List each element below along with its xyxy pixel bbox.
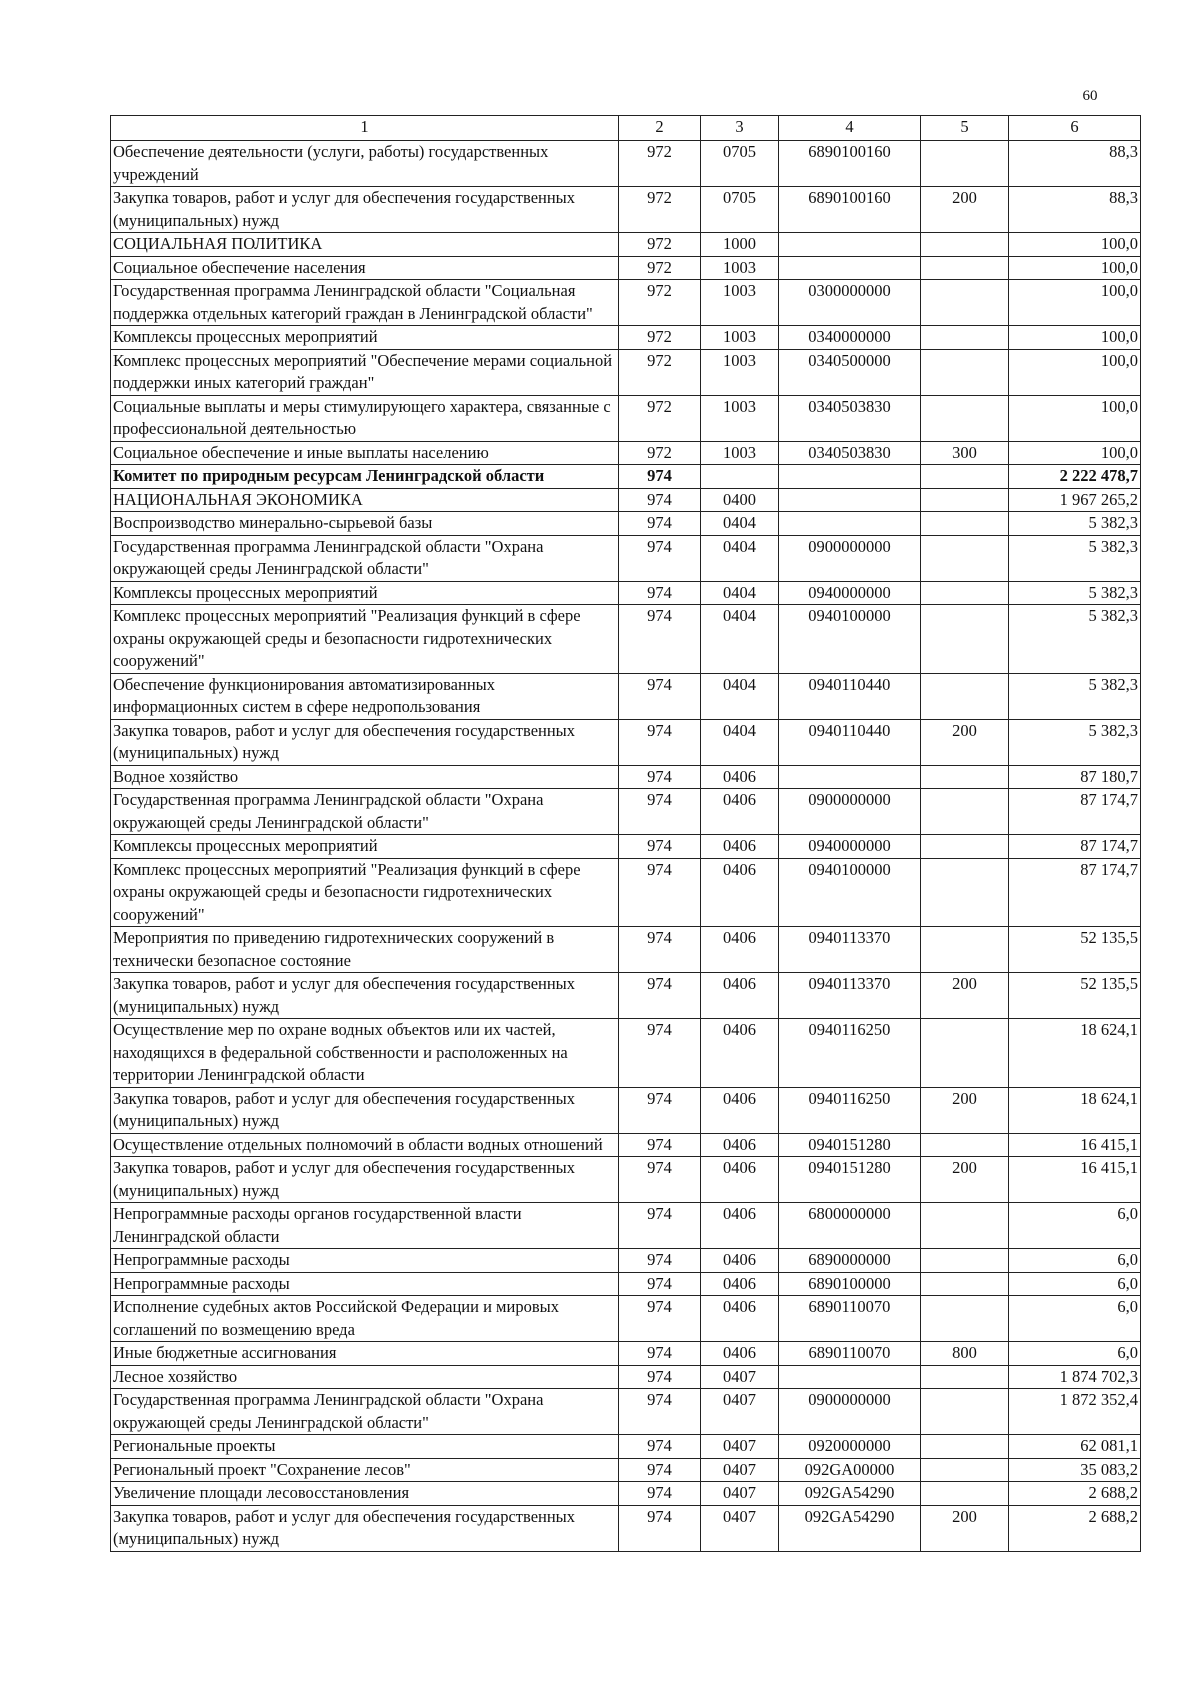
row-section-cell: 0406 — [701, 927, 779, 973]
row-target-cell: 0340503830 — [779, 441, 921, 465]
row-kind-cell — [921, 1249, 1009, 1273]
row-kind-cell — [921, 395, 1009, 441]
row-grbs-cell: 972 — [619, 280, 701, 326]
row-grbs-cell: 974 — [619, 1203, 701, 1249]
row-amount-cell: 6,0 — [1009, 1203, 1141, 1249]
row-name-cell: Водное хозяйство — [111, 765, 619, 789]
row-target-cell: 0340000000 — [779, 326, 921, 350]
table-row — [111, 835, 1141, 859]
row-name-cell: Государственная программа Ленинградской области "Социальная поддержка отдельных категорий граждан в Ленинградской области" — [111, 280, 619, 326]
row-section-cell: 0404 — [701, 535, 779, 581]
row-section-cell: 0407 — [701, 1365, 779, 1389]
row-name-cell: Комитет по природным ресурсам Ленинградской области — [111, 465, 619, 489]
row-name-cell: Лесное хозяйство — [111, 1365, 619, 1389]
table-row — [111, 719, 1141, 765]
row-grbs-cell: 974 — [619, 605, 701, 674]
table-row — [111, 1157, 1141, 1203]
column-header: 4 — [779, 116, 921, 141]
row-grbs-cell: 974 — [619, 719, 701, 765]
row-name-cell: Региональный проект "Сохранение лесов" — [111, 1458, 619, 1482]
row-name-cell: Осуществление отдельных полномочий в области водных отношений — [111, 1133, 619, 1157]
row-name-cell: Мероприятия по приведению гидротехнических сооружений в технически безопасное состояние — [111, 927, 619, 973]
row-target-cell: 0900000000 — [779, 789, 921, 835]
row-grbs-cell: 974 — [619, 1133, 701, 1157]
row-grbs-cell: 974 — [619, 1458, 701, 1482]
row-section-cell: 0404 — [701, 581, 779, 605]
table-header-row — [111, 116, 1141, 141]
row-target-cell: 6890110070 — [779, 1342, 921, 1366]
row-target-cell: 0940151280 — [779, 1133, 921, 1157]
row-kind-cell — [921, 858, 1009, 927]
row-section-cell: 1003 — [701, 349, 779, 395]
row-grbs-cell: 974 — [619, 512, 701, 536]
row-name-cell: Государственная программа Ленинградской области "Охрана окружающей среды Ленинградской области" — [111, 535, 619, 581]
row-name-cell: Социальное обеспечение населения — [111, 256, 619, 280]
row-kind-cell — [921, 765, 1009, 789]
row-target-cell: 0940110440 — [779, 719, 921, 765]
row-kind-cell — [921, 581, 1009, 605]
row-grbs-cell: 974 — [619, 1249, 701, 1273]
row-grbs-cell: 972 — [619, 141, 701, 187]
row-name-cell: Непрограммные расходы органов государственной власти Ленинградской области — [111, 1203, 619, 1249]
row-section-cell: 1003 — [701, 280, 779, 326]
row-amount-cell: 100,0 — [1009, 233, 1141, 257]
row-amount-cell: 87 174,7 — [1009, 835, 1141, 859]
row-grbs-cell: 974 — [619, 488, 701, 512]
row-name-cell: Непрограммные расходы — [111, 1272, 619, 1296]
table-row — [111, 1296, 1141, 1342]
table-row — [111, 488, 1141, 512]
row-section-cell: 0404 — [701, 512, 779, 536]
row-name-cell: Комплекс процессных мероприятий "Реализация функций в сфере охраны окружающей среды и безопасности гидротехнических сооружений" — [111, 858, 619, 927]
row-name-cell: Комплекс процессных мероприятий "Обеспечение мерами социальной поддержки иных категорий граждан" — [111, 349, 619, 395]
row-grbs-cell: 974 — [619, 973, 701, 1019]
table-row — [111, 1133, 1141, 1157]
row-section-cell: 0406 — [701, 835, 779, 859]
row-target-cell: 0940113370 — [779, 927, 921, 973]
row-grbs-cell: 974 — [619, 1157, 701, 1203]
row-amount-cell: 5 382,3 — [1009, 605, 1141, 674]
table-row — [111, 858, 1141, 927]
row-grbs-cell: 974 — [619, 1365, 701, 1389]
row-grbs-cell: 974 — [619, 465, 701, 489]
row-amount-cell: 1 872 352,4 — [1009, 1389, 1141, 1435]
table-row — [111, 326, 1141, 350]
row-grbs-cell: 974 — [619, 1296, 701, 1342]
row-amount-cell: 18 624,1 — [1009, 1087, 1141, 1133]
row-kind-cell — [921, 349, 1009, 395]
table-row — [111, 673, 1141, 719]
row-kind-cell — [921, 488, 1009, 512]
row-amount-cell: 87 174,7 — [1009, 858, 1141, 927]
row-amount-cell: 87 174,7 — [1009, 789, 1141, 835]
table-row — [111, 187, 1141, 233]
row-name-cell: Обеспечение функционирования автоматизированных информационных систем в сфере недропользования — [111, 673, 619, 719]
row-target-cell: 0900000000 — [779, 535, 921, 581]
row-amount-cell: 5 382,3 — [1009, 512, 1141, 536]
row-grbs-cell: 974 — [619, 835, 701, 859]
row-name-cell: Закупка товаров, работ и услуг для обеспечения государственных (муниципальных) нужд — [111, 1505, 619, 1551]
table-row — [111, 927, 1141, 973]
row-kind-cell: 200 — [921, 719, 1009, 765]
row-grbs-cell: 974 — [619, 1389, 701, 1435]
row-target-cell: 092GA54290 — [779, 1482, 921, 1506]
row-amount-cell: 87 180,7 — [1009, 765, 1141, 789]
row-amount-cell: 16 415,1 — [1009, 1157, 1141, 1203]
row-kind-cell — [921, 326, 1009, 350]
row-kind-cell — [921, 927, 1009, 973]
row-amount-cell: 100,0 — [1009, 349, 1141, 395]
column-header: 1 — [111, 116, 619, 141]
row-target-cell — [779, 256, 921, 280]
row-target-cell: 0300000000 — [779, 280, 921, 326]
row-grbs-cell: 974 — [619, 673, 701, 719]
row-amount-cell: 100,0 — [1009, 280, 1141, 326]
row-section-cell: 0406 — [701, 973, 779, 1019]
row-amount-cell: 100,0 — [1009, 256, 1141, 280]
row-kind-cell: 200 — [921, 1505, 1009, 1551]
row-grbs-cell: 974 — [619, 1342, 701, 1366]
row-target-cell: 0940116250 — [779, 1087, 921, 1133]
row-kind-cell — [921, 789, 1009, 835]
row-amount-cell: 18 624,1 — [1009, 1019, 1141, 1088]
budget-table — [110, 115, 1141, 1552]
row-section-cell: 0705 — [701, 141, 779, 187]
row-amount-cell: 5 382,3 — [1009, 719, 1141, 765]
row-target-cell — [779, 233, 921, 257]
row-target-cell — [779, 512, 921, 536]
row-section-cell: 0406 — [701, 1133, 779, 1157]
row-section-cell: 0400 — [701, 488, 779, 512]
row-grbs-cell: 972 — [619, 441, 701, 465]
row-name-cell: Закупка товаров, работ и услуг для обеспечения государственных (муниципальных) нужд — [111, 187, 619, 233]
row-section-cell: 1003 — [701, 326, 779, 350]
row-kind-cell — [921, 256, 1009, 280]
table-body — [111, 141, 1141, 1552]
row-kind-cell: 200 — [921, 973, 1009, 1019]
row-target-cell — [779, 765, 921, 789]
row-target-cell: 6890100160 — [779, 141, 921, 187]
row-grbs-cell: 974 — [619, 1019, 701, 1088]
row-amount-cell: 5 382,3 — [1009, 535, 1141, 581]
row-amount-cell: 5 382,3 — [1009, 581, 1141, 605]
row-target-cell: 0940100000 — [779, 858, 921, 927]
row-name-cell: Исполнение судебных актов Российской Федерации и мировых соглашений по возмещению вреда — [111, 1296, 619, 1342]
row-section-cell: 1003 — [701, 395, 779, 441]
row-amount-cell: 2 688,2 — [1009, 1505, 1141, 1551]
row-grbs-cell: 974 — [619, 535, 701, 581]
table-row — [111, 441, 1141, 465]
row-kind-cell — [921, 1133, 1009, 1157]
row-target-cell — [779, 465, 921, 489]
column-header: 3 — [701, 116, 779, 141]
table-row — [111, 1019, 1141, 1088]
row-section-cell: 0406 — [701, 1087, 779, 1133]
row-amount-cell: 6,0 — [1009, 1249, 1141, 1273]
row-kind-cell — [921, 233, 1009, 257]
row-target-cell: 0940000000 — [779, 581, 921, 605]
row-kind-cell — [921, 1203, 1009, 1249]
row-grbs-cell: 972 — [619, 349, 701, 395]
row-target-cell: 0900000000 — [779, 1389, 921, 1435]
row-section-cell: 0407 — [701, 1482, 779, 1506]
row-kind-cell — [921, 1019, 1009, 1088]
row-target-cell: 0940000000 — [779, 835, 921, 859]
row-section-cell: 0404 — [701, 605, 779, 674]
table-row — [111, 395, 1141, 441]
row-grbs-cell: 972 — [619, 326, 701, 350]
row-section-cell: 0705 — [701, 187, 779, 233]
row-section-cell: 0406 — [701, 1249, 779, 1273]
row-section-cell: 0406 — [701, 1157, 779, 1203]
row-name-cell: Комплексы процессных мероприятий — [111, 581, 619, 605]
table-row — [111, 535, 1141, 581]
row-kind-cell — [921, 1389, 1009, 1435]
row-amount-cell: 52 135,5 — [1009, 927, 1141, 973]
table-row — [111, 465, 1141, 489]
row-section-cell — [701, 465, 779, 489]
row-target-cell: 0920000000 — [779, 1435, 921, 1459]
row-grbs-cell: 972 — [619, 256, 701, 280]
row-amount-cell: 100,0 — [1009, 441, 1141, 465]
row-section-cell: 0407 — [701, 1505, 779, 1551]
table-row — [111, 1272, 1141, 1296]
row-amount-cell: 100,0 — [1009, 326, 1141, 350]
row-grbs-cell: 974 — [619, 927, 701, 973]
row-section-cell: 0404 — [701, 673, 779, 719]
row-target-cell: 0340500000 — [779, 349, 921, 395]
row-target-cell: 0340503830 — [779, 395, 921, 441]
table-row — [111, 765, 1141, 789]
row-target-cell: 6800000000 — [779, 1203, 921, 1249]
row-name-cell: Социальные выплаты и меры стимулирующего характера, связанные с профессиональной деятельностью — [111, 395, 619, 441]
row-grbs-cell: 974 — [619, 1272, 701, 1296]
row-name-cell: Закупка товаров, работ и услуг для обеспечения государственных (муниципальных) нужд — [111, 1087, 619, 1133]
row-grbs-cell: 974 — [619, 1505, 701, 1551]
row-amount-cell: 100,0 — [1009, 395, 1141, 441]
row-kind-cell — [921, 1458, 1009, 1482]
table-row — [111, 349, 1141, 395]
row-amount-cell: 88,3 — [1009, 141, 1141, 187]
row-kind-cell — [921, 673, 1009, 719]
table-row — [111, 1435, 1141, 1459]
row-name-cell: Непрограммные расходы — [111, 1249, 619, 1273]
row-target-cell — [779, 1365, 921, 1389]
row-kind-cell — [921, 1482, 1009, 1506]
row-name-cell: Государственная программа Ленинградской области "Охрана окружающей среды Ленинградской области" — [111, 789, 619, 835]
table-row — [111, 1482, 1141, 1506]
row-target-cell: 0940113370 — [779, 973, 921, 1019]
row-amount-cell: 6,0 — [1009, 1272, 1141, 1296]
row-name-cell: СОЦИАЛЬНАЯ ПОЛИТИКА — [111, 233, 619, 257]
row-name-cell: Социальное обеспечение и иные выплаты населению — [111, 441, 619, 465]
table-row — [111, 1087, 1141, 1133]
row-kind-cell — [921, 141, 1009, 187]
row-grbs-cell: 974 — [619, 1435, 701, 1459]
row-grbs-cell: 974 — [619, 765, 701, 789]
row-name-cell: Закупка товаров, работ и услуг для обеспечения государственных (муниципальных) нужд — [111, 1157, 619, 1203]
row-kind-cell — [921, 835, 1009, 859]
row-name-cell: Государственная программа Ленинградской области "Охрана окружающей среды Ленинградской области" — [111, 1389, 619, 1435]
table-row — [111, 1365, 1141, 1389]
table-row — [111, 280, 1141, 326]
row-section-cell: 1003 — [701, 441, 779, 465]
row-amount-cell: 5 382,3 — [1009, 673, 1141, 719]
table-row — [111, 512, 1141, 536]
column-header: 5 — [921, 116, 1009, 141]
row-kind-cell — [921, 1435, 1009, 1459]
row-target-cell: 092GA00000 — [779, 1458, 921, 1482]
row-name-cell: Закупка товаров, работ и услуг для обеспечения государственных (муниципальных) нужд — [111, 973, 619, 1019]
row-amount-cell: 35 083,2 — [1009, 1458, 1141, 1482]
row-target-cell: 6890110070 — [779, 1296, 921, 1342]
row-section-cell: 0407 — [701, 1435, 779, 1459]
row-section-cell: 0406 — [701, 765, 779, 789]
row-section-cell: 0406 — [701, 1203, 779, 1249]
row-grbs-cell: 974 — [619, 1482, 701, 1506]
row-grbs-cell: 974 — [619, 1087, 701, 1133]
row-kind-cell: 800 — [921, 1342, 1009, 1366]
row-name-cell: Закупка товаров, работ и услуг для обеспечения государственных (муниципальных) нужд — [111, 719, 619, 765]
row-amount-cell: 88,3 — [1009, 187, 1141, 233]
row-amount-cell: 2 688,2 — [1009, 1482, 1141, 1506]
row-kind-cell — [921, 605, 1009, 674]
row-section-cell: 0406 — [701, 1019, 779, 1088]
row-amount-cell: 6,0 — [1009, 1342, 1141, 1366]
row-kind-cell — [921, 1365, 1009, 1389]
table-row — [111, 1458, 1141, 1482]
column-header: 6 — [1009, 116, 1141, 141]
row-kind-cell — [921, 1296, 1009, 1342]
row-kind-cell: 300 — [921, 441, 1009, 465]
row-name-cell: НАЦИОНАЛЬНАЯ ЭКОНОМИКА — [111, 488, 619, 512]
column-header: 2 — [619, 116, 701, 141]
table-row — [111, 1342, 1141, 1366]
row-section-cell: 0407 — [701, 1458, 779, 1482]
row-name-cell: Увеличение площади лесовосстановления — [111, 1482, 619, 1506]
row-kind-cell — [921, 1272, 1009, 1296]
row-grbs-cell: 974 — [619, 789, 701, 835]
row-name-cell: Комплексы процессных мероприятий — [111, 326, 619, 350]
table-row — [111, 1389, 1141, 1435]
row-amount-cell: 16 415,1 — [1009, 1133, 1141, 1157]
row-name-cell: Обеспечение деятельности (услуги, работы) государственных учреждений — [111, 141, 619, 187]
row-grbs-cell: 972 — [619, 395, 701, 441]
row-kind-cell — [921, 512, 1009, 536]
row-amount-cell: 1 967 265,2 — [1009, 488, 1141, 512]
table-row — [111, 233, 1141, 257]
row-kind-cell — [921, 535, 1009, 581]
row-name-cell: Комплекс процессных мероприятий "Реализация функций в сфере охраны окружающей среды и безопасности гидротехнических сооружений" — [111, 605, 619, 674]
table-row — [111, 1505, 1141, 1551]
row-name-cell: Воспроизводство минерально-сырьевой базы — [111, 512, 619, 536]
row-name-cell: Иные бюджетные ассигнования — [111, 1342, 619, 1366]
table-row — [111, 581, 1141, 605]
table-row — [111, 141, 1141, 187]
row-grbs-cell: 972 — [619, 187, 701, 233]
row-amount-cell: 62 081,1 — [1009, 1435, 1141, 1459]
row-target-cell — [779, 488, 921, 512]
row-target-cell: 0940100000 — [779, 605, 921, 674]
table-row — [111, 1203, 1141, 1249]
table-row — [111, 1249, 1141, 1273]
row-section-cell: 0404 — [701, 719, 779, 765]
row-kind-cell — [921, 465, 1009, 489]
row-name-cell: Комплексы процессных мероприятий — [111, 835, 619, 859]
row-section-cell: 0407 — [701, 1389, 779, 1435]
row-section-cell: 0406 — [701, 858, 779, 927]
row-section-cell: 1003 — [701, 256, 779, 280]
row-kind-cell: 200 — [921, 1157, 1009, 1203]
row-name-cell: Региональные проекты — [111, 1435, 619, 1459]
row-target-cell: 6890000000 — [779, 1249, 921, 1273]
table-row — [111, 789, 1141, 835]
page-number: 60 — [1082, 88, 1098, 104]
row-kind-cell: 200 — [921, 1087, 1009, 1133]
row-grbs-cell: 974 — [619, 858, 701, 927]
row-amount-cell: 2 222 478,7 — [1009, 465, 1141, 489]
table-row — [111, 605, 1141, 674]
row-amount-cell: 1 874 702,3 — [1009, 1365, 1141, 1389]
row-target-cell: 092GA54290 — [779, 1505, 921, 1551]
row-section-cell: 1000 — [701, 233, 779, 257]
row-grbs-cell: 974 — [619, 581, 701, 605]
row-section-cell: 0406 — [701, 1272, 779, 1296]
row-grbs-cell: 972 — [619, 233, 701, 257]
row-section-cell: 0406 — [701, 1296, 779, 1342]
row-name-cell: Осуществление мер по охране водных объектов или их частей, находящихся в федеральной собственности и расположенных на территории Ленинградской области — [111, 1019, 619, 1088]
row-target-cell: 6890100160 — [779, 187, 921, 233]
row-target-cell: 0940151280 — [779, 1157, 921, 1203]
row-target-cell: 0940116250 — [779, 1019, 921, 1088]
table-row — [111, 973, 1141, 1019]
row-kind-cell — [921, 280, 1009, 326]
row-section-cell: 0406 — [701, 789, 779, 835]
row-amount-cell: 52 135,5 — [1009, 973, 1141, 1019]
row-target-cell: 0940110440 — [779, 673, 921, 719]
row-section-cell: 0406 — [701, 1342, 779, 1366]
table-row — [111, 256, 1141, 280]
row-target-cell: 6890100000 — [779, 1272, 921, 1296]
row-kind-cell: 200 — [921, 187, 1009, 233]
row-amount-cell: 6,0 — [1009, 1296, 1141, 1342]
